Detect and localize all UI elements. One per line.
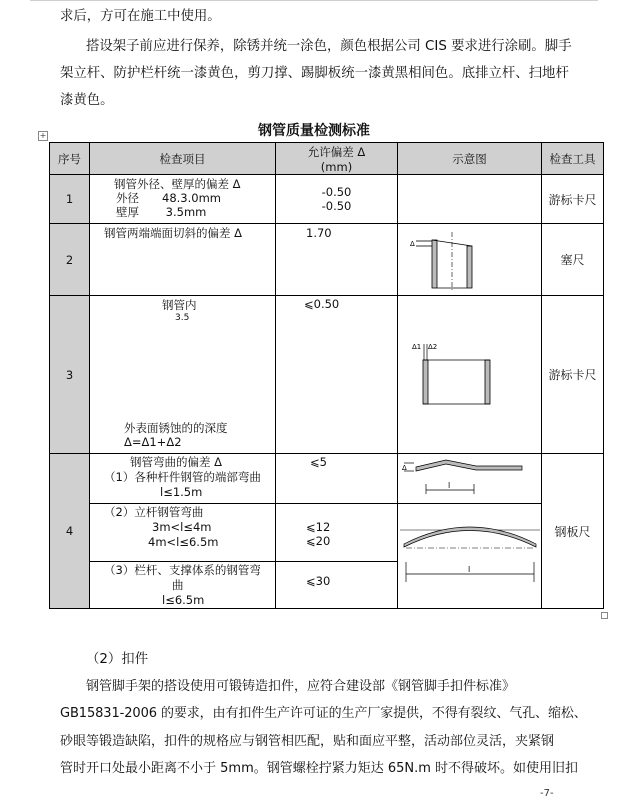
row-diagram: [398, 504, 542, 609]
item-text: 钢管弯曲的偏差 Δ: [130, 455, 223, 469]
row-diagram: [398, 224, 542, 296]
item-text: 3m<l≤4m: [152, 520, 212, 534]
row-tolerance: [276, 175, 398, 224]
section-heading: （2）扣件: [86, 652, 149, 667]
row-item: [90, 296, 276, 454]
table-row: [50, 224, 604, 296]
tolerance-value: ⩽5: [310, 455, 327, 469]
header-item: 检查项目: [90, 143, 276, 175]
page-number: -7-: [540, 788, 554, 799]
row-item: [90, 454, 276, 504]
item-text: l≤6.5m: [162, 593, 205, 607]
paragraph-line: GB15831-2006 的要求，由有扣件生产许可证的生产厂家提供，不得有裂纹、气孔、缩松、: [60, 706, 587, 721]
row-index: 4: [50, 454, 90, 609]
row-tool: 游标卡尺: [542, 175, 604, 224]
item-text: 钢管外径、壁厚的偏差 Δ: [114, 177, 241, 191]
table-move-handle[interactable]: +: [39, 131, 47, 140]
row-tool: 塞尺: [542, 224, 604, 296]
quality-table: [49, 142, 604, 609]
end-cut-diagram: [398, 224, 542, 296]
item-text: 3.5: [175, 313, 190, 323]
row-tolerance: [276, 296, 398, 454]
item-text: l≤1.5m: [160, 485, 203, 499]
table-title: 钢管质量检测标准: [258, 123, 370, 139]
corrosion-diagram: [398, 296, 542, 454]
table-resize-handle[interactable]: [601, 612, 608, 619]
row-tolerance: [276, 224, 398, 296]
row-index: 1: [50, 175, 90, 224]
end-bend-diagram: [398, 454, 542, 504]
paragraph-line: 求后，方可在施工中使用。: [60, 9, 221, 24]
item-text: 曲: [172, 578, 184, 592]
header-rule: [30, 0, 598, 1]
header-tolerance: [276, 143, 398, 175]
item-text: Δ=Δ1+Δ2: [124, 435, 182, 449]
paragraph-line: 架立杆、防护栏杆统一漆黄色，剪刀撑、踢脚板统一漆黄黑相间色。底排立杆、扫地杆: [60, 66, 569, 81]
tolerance-value: -0.50: [321, 185, 352, 199]
row-index: 3: [50, 296, 90, 454]
item-text: （2）立杆钢管弯曲: [104, 505, 204, 519]
row-tool: 钢板尺: [542, 454, 604, 609]
tolerance-value: ⩽0.50: [304, 297, 340, 311]
row-item: [90, 224, 276, 296]
table-header-row: [50, 143, 604, 175]
delta2-label: Δ2: [428, 343, 438, 351]
row-tool: 游标卡尺: [542, 296, 604, 454]
row-item: [90, 562, 276, 609]
delta-label: Δ: [410, 240, 415, 248]
delta1-label: Δ1: [412, 343, 422, 351]
paragraph-line: 管时开口处最小距离不小于 5mm。钢管螺栓拧紧力矩达 65N.m 时不得破坏。如使用旧扣: [60, 761, 579, 776]
header-tolerance-label: 允许偏差 Δ: [307, 144, 366, 159]
table-row: [50, 175, 604, 224]
row-item: [90, 504, 276, 562]
tolerance-value: ⩽30: [306, 574, 331, 588]
table-row: [50, 454, 604, 504]
item-text: （1）各种杆件钢管的端部弯曲: [104, 470, 261, 484]
row-tolerance: [276, 504, 398, 562]
row-item: [90, 175, 276, 224]
table-row: [50, 296, 604, 454]
table-row: [50, 504, 604, 562]
row-tolerance: [276, 454, 398, 504]
tolerance-value: -0.50: [321, 199, 352, 213]
item-text: 外表面锈蚀的的深度: [124, 421, 228, 435]
item-text: 钢管内: [162, 298, 197, 312]
item-text: 壁厚 3.5mm: [116, 205, 207, 219]
length-label: l: [448, 481, 451, 490]
item-text: 外径 48.3.0mm: [116, 191, 221, 205]
header-no: 序号: [50, 143, 90, 175]
length-label: l: [468, 565, 471, 574]
header-tool: 检查工具: [542, 143, 604, 175]
row-tolerance: [276, 562, 398, 609]
tolerance-value: ⩽20: [306, 534, 331, 548]
row-index: 2: [50, 224, 90, 296]
paragraph-line: 漆黄色。: [60, 93, 114, 108]
row-diagram: [398, 296, 542, 454]
paragraph-line: 搭设架子前应进行保养，除锈并统一涂色，颜色根据公司 CIS 要求进行涂刷。脚手: [86, 39, 572, 54]
paragraph-line: 砂眼等锻造缺陷，扣件的规格应与钢管相匹配，贴和面应平整，活动部位灵活，夹紧钢: [60, 734, 555, 749]
header-tolerance-unit: (mm): [320, 159, 353, 174]
tolerance-value: 1.70: [306, 226, 332, 240]
delta-label: Δ: [402, 464, 407, 472]
bow-bend-diagram: [398, 504, 542, 608]
row-diagram: [398, 454, 542, 504]
header-diagram: 示意图: [398, 143, 542, 175]
item-text: （3）栏杆、支撑体系的钢管弯: [104, 563, 261, 577]
row-diagram: [398, 175, 542, 224]
item-text: 4m<l≤6.5m: [148, 535, 219, 549]
tolerance-value: ⩽12: [306, 520, 331, 534]
item-text: 钢管两端端面切斜的偏差 Δ: [104, 226, 243, 240]
paragraph-line: 钢管脚手架的搭设使用可锻铸造扣件，应符合建设部《钢管脚手扣件标准》: [86, 679, 516, 694]
